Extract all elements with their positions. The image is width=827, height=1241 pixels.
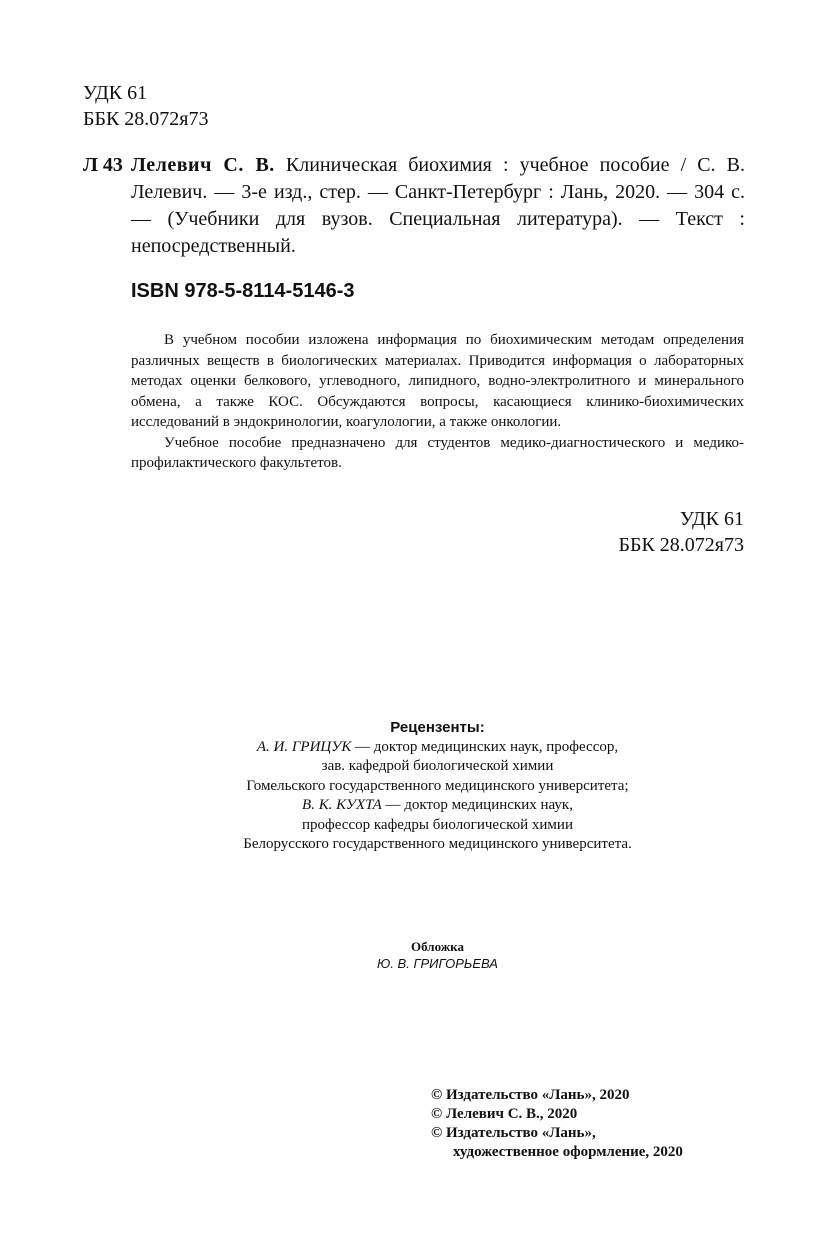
reviewer-1: [0, 738, 827, 758]
copyright-line: художественное оформление, 2020: [453, 1144, 683, 1160]
cover-credit: [0, 938, 827, 972]
udk-bbk-bottom: [618, 506, 744, 558]
abstract: [131, 330, 744, 474]
reviewer-1-position: зав. кафедрой биологической химии: [321, 758, 554, 774]
cover-heading: Обложка: [411, 939, 464, 954]
udk-bbk-top: [83, 80, 209, 132]
copyright-block: [431, 1086, 683, 1162]
bibliographic-description: [83, 152, 745, 260]
bbk-code: ББК 28.072я73: [618, 534, 744, 556]
reviewer-1-title: — доктор медицинских наук, профессор,: [351, 738, 619, 755]
reviewer-2: [0, 796, 827, 816]
author-name: Лелевич С. В.: [131, 154, 275, 176]
copyright-line: © Лелевич С. В., 2020: [431, 1106, 578, 1122]
reviewer-2-position: профессор кафедры биологической химии: [302, 816, 573, 833]
copyright-line: © Издательство «Лань»,: [431, 1125, 596, 1141]
abstract-paragraph: Учебное пособие предназначено для студентов медико-диагностического и медико-профилактического факультетов.: [131, 434, 744, 471]
reviewer-2-title: — доктор медицинских наук,: [381, 797, 573, 813]
reviewer-2-affiliation: Белорусского государственного медицинского университета.: [243, 836, 632, 852]
abstract-paragraph: В учебном пособии изложена информация по биохимическим методам определения различных веществ в биологических материалах. Приводится информация о лабораторных методах оценки белкового, углеводного, липидного, водно-электролитного и минерального обмена, а также КОС. Обсуждаются вопросы, касающиеся клинико-биохимических исследований в эндокринологии, коагулологии, а также онкологии.: [131, 332, 744, 430]
udk-code: УДК 61: [83, 82, 148, 104]
reviewers-heading: Рецензенты:: [390, 719, 485, 736]
bibliographic-text: Клиническая биохимия : учебное пособие / С. В. Лелевич. — 3-е изд., стер. — Санкт-Петербург : Лань, 2020. — 304 с. — (Учебники для вузов. Специальная литература). — Текст : непосредственный.: [131, 154, 745, 257]
author-mark: Л 43: [83, 154, 123, 176]
reviewer-2-name: В. К. КУХТА: [302, 797, 382, 813]
bibliographic-record: [83, 152, 745, 260]
copyright-line: © Издательство «Лань», 2020: [431, 1087, 630, 1103]
bbk-code: ББК 28.072я73: [83, 108, 209, 130]
cover-designer: Ю. В. ГРИГОРЬЕВА: [377, 956, 498, 971]
udk-code: УДК 61: [679, 508, 744, 530]
reviewers-block: [0, 718, 827, 855]
reviewer-1-affiliation: Гомельского государственного медицинского университета;: [246, 777, 629, 794]
isbn: ISBN 978-5-8114-5146-3: [131, 280, 355, 302]
reviewer-1-name: А. И. ГРИЦУК: [256, 738, 352, 755]
